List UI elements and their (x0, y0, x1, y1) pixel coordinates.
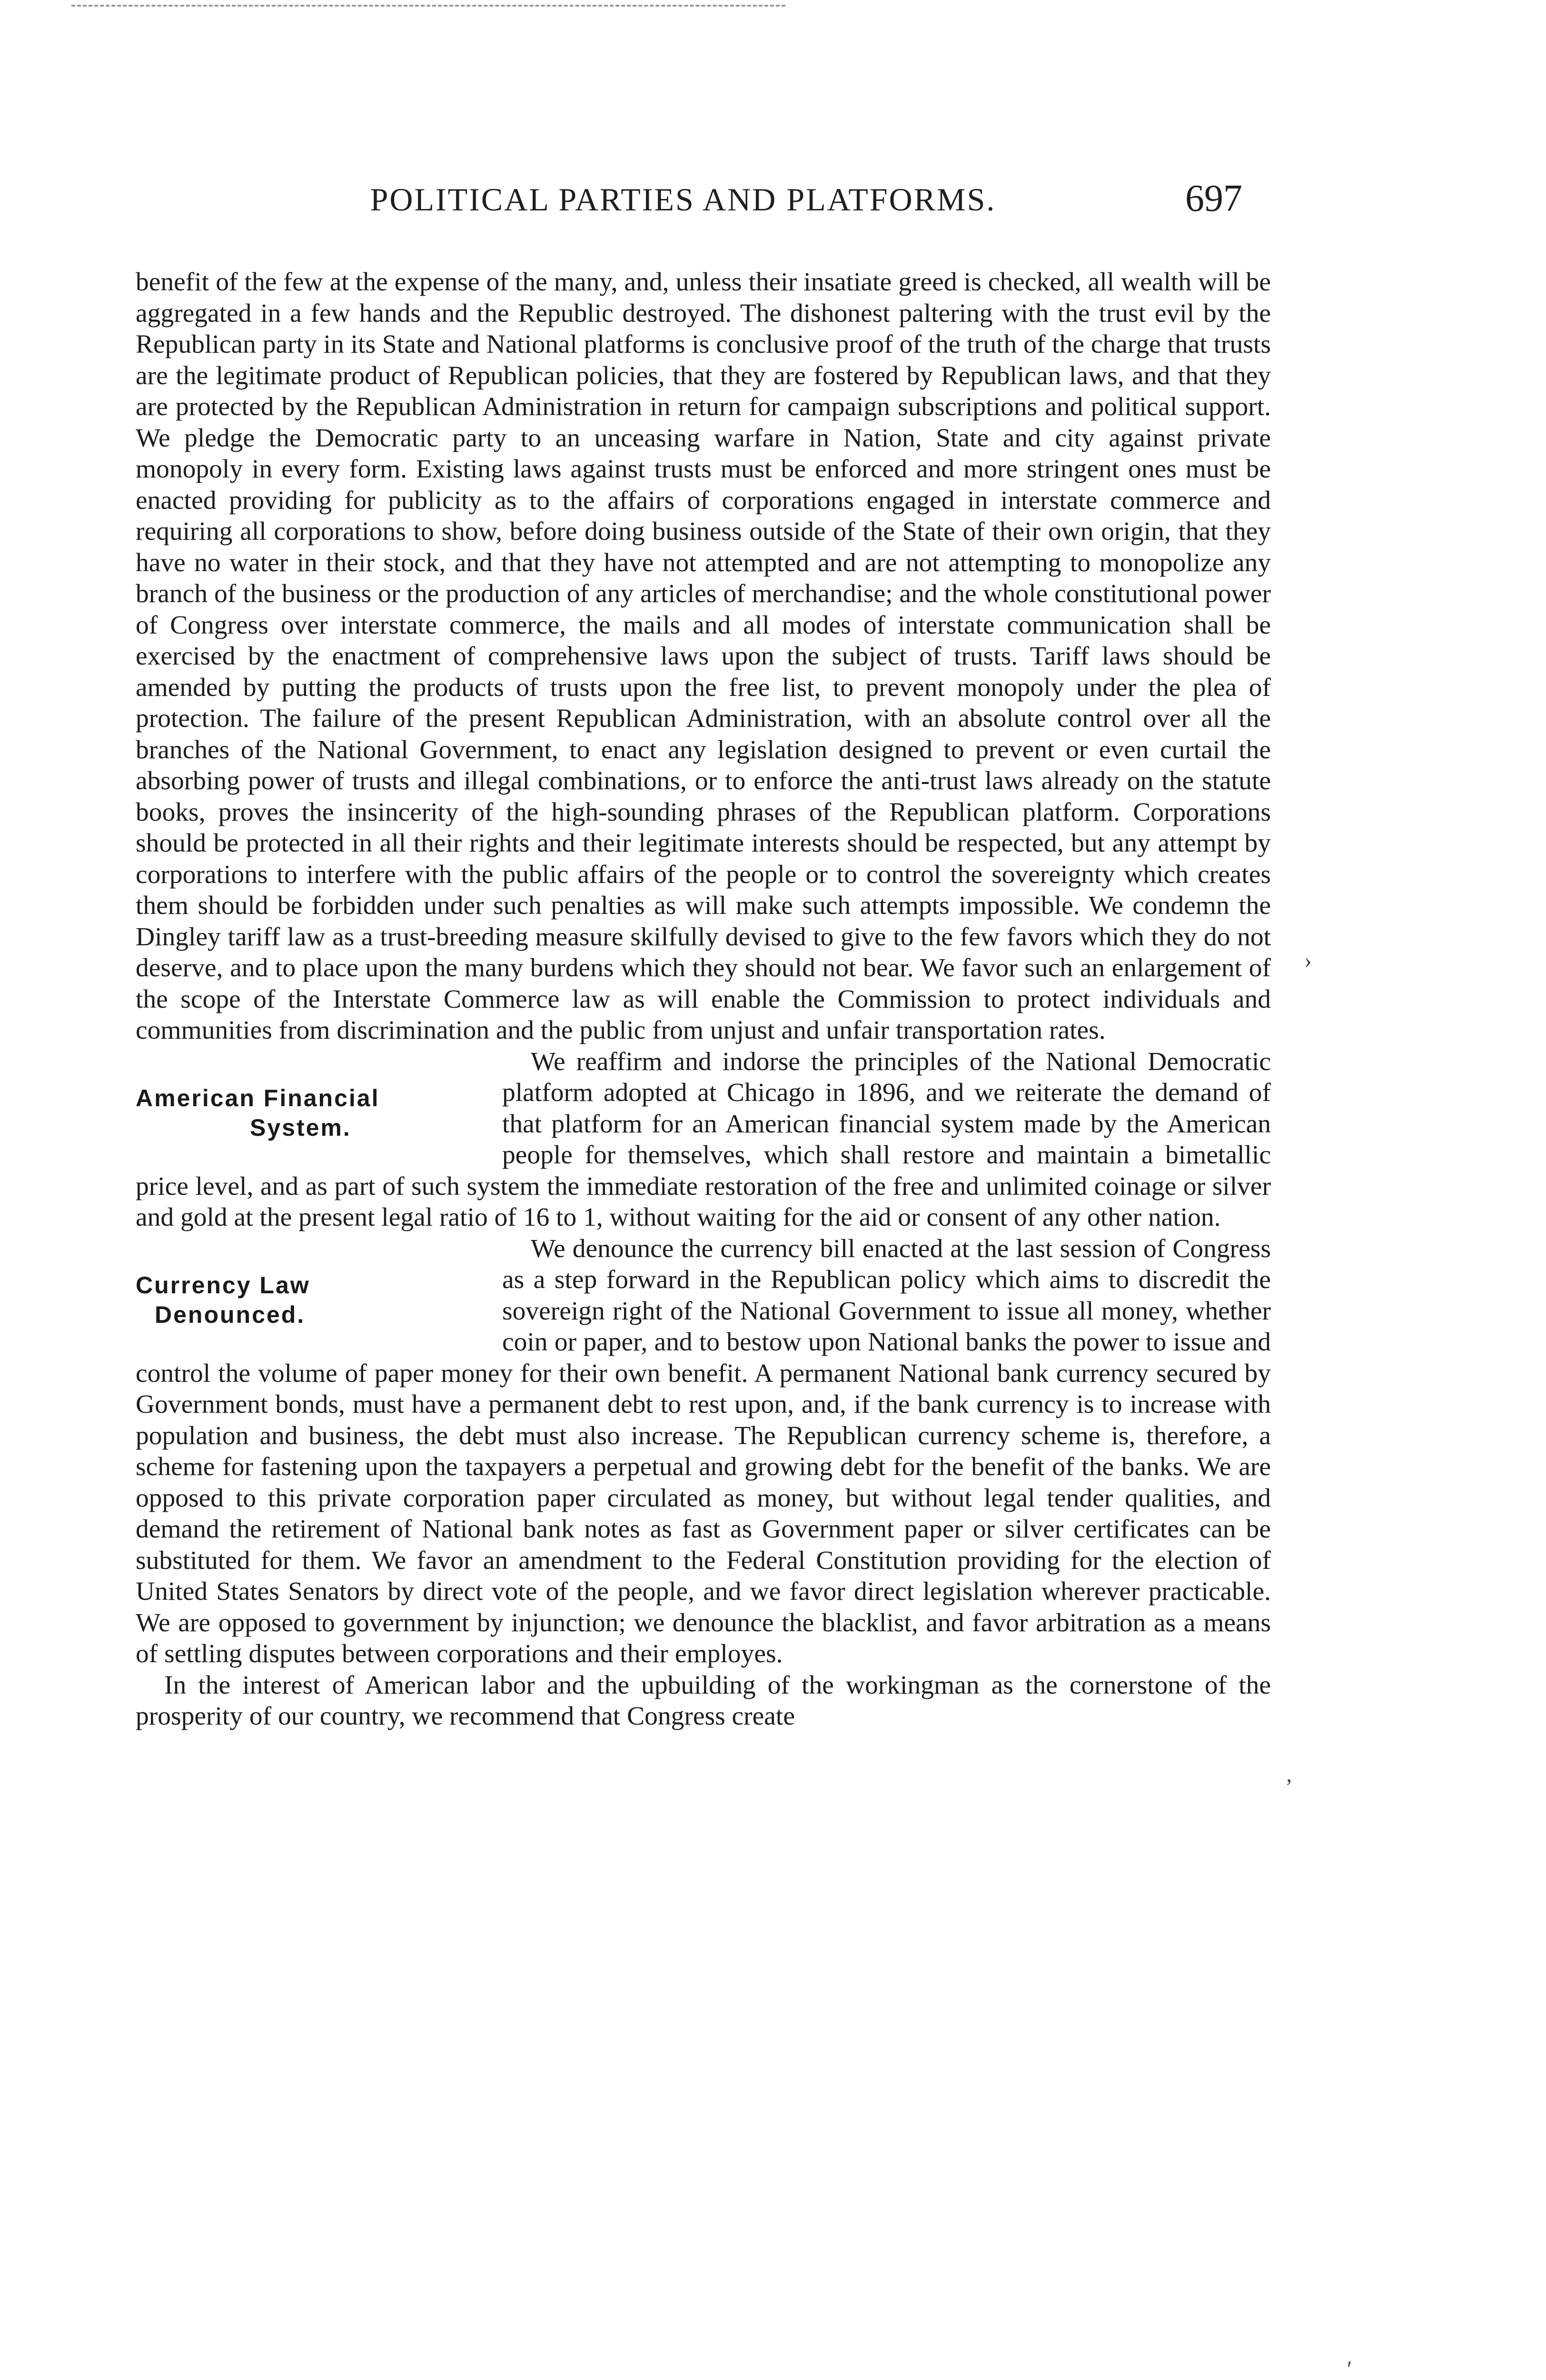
scan-speck: ‚ (1285, 1762, 1293, 1787)
sidenote-line: System. (250, 1114, 351, 1141)
running-title: POLITICAL PARTIES AND PLATFORMS. (370, 181, 996, 218)
sidenote-currency-law-denounced (136, 1270, 488, 1329)
scan-speck: ′ (1347, 2357, 1352, 2380)
scan-speck: › (1304, 948, 1312, 973)
sidenote-american-financial-system (136, 1083, 488, 1142)
paragraph-trusts: benefit of the few at the expense of the many, and, unless their insatiate greed is checked, all wealth will be aggregated in a few hands and the Republic destroyed. The dishonest paltering with the trust evil by the Republican party in its State and National platforms is conclusive proof of the truth of the charge that trusts are the legitimate product of Republican policies, that they are fostered by Republican laws, and that they are protected by the Republican Administration in return for campaign subscriptions and political support. We pledge the Democratic party to an unceasing warfare in Nation, State and city against private monopoly in every form. Existing laws against trusts must be enforced and more stringent ones must be enacted providing for publicity as to the affairs of corporations engaged in interstate commerce and requiring all corporations to show, before doing business outside of the State of their own origin, that they have no water in their stock, and that they have not attempted and are not attempting to monopolize any branch of the business or the production of any articles of merchandise; and the whole constitutional power of Congress over interstate commerce, the mails and all modes of interstate communication shall be exercised by the enactment of comprehensive laws upon the subject of trusts. Tariff laws should be amended by putting the products of trusts upon the free list, to prevent monopoly under the plea of protection. The failure of the present Republican Administration, with an absolute control over all the branches of the National Government, to enact any legislation designed to prevent or even curtail the absorbing power of trusts and illegal combinations, or to enforce the anti-trust laws already on the statute books, proves the insincerity of the high-sounding phrases of the Republican platform. Corporations should be protected in all their rights and their legitimate interests should be respected, but any attempt by corporations to interfere with the public affairs of the people or to control the sovereignty which creates them should be forbidden under such penalties as will make such attempts impossible. We condemn the Dingley tariff law as a trust-breeding measure skilfully devised to give to the few favors which they do not deserve, and to place upon the many burdens which they should not bear. We favor such an enlargement of the scope of the Interstate Commerce law as will enable the Commission to protect individuals and communities from discrimination and the public from unjust and unfair transportation rates. (136, 268, 1271, 1045)
page-number: 697 (1185, 178, 1242, 219)
body-text (136, 267, 1271, 1732)
paragraph-american-labor: In the interest of American labor and the upbuilding of the workingman as the cornerstone of the prosperity of our country, we recommend that Congress create (136, 1670, 1271, 1731)
paragraph-currency-bill: We denounce the currency bill enacted at the last session of Congress as a step forward in the Republican policy which aims to discredit the sovereign right of the National Government to issue all money, whether coin or paper, and to bestow upon National banks the power to issue and control the volume of paper money for their own benefit. A permanent National bank currency secured by Government bonds, must have a permanent debt to rest upon, and, if the bank currency is to increase with population and business, the debt must also increase. The Republican currency scheme is, therefore, a scheme for fastening upon the taxpayers a perpetual and growing debt for the benefit of the banks. We are opposed to this private corporation paper circulated as money, but without legal tender qualities, and demand the retirement of National bank notes as fast as Government paper or silver certificates can be substituted for them. We favor an amendment to the Federal Constitution providing for the election of United States Senators by direct vote of the people, and we favor direct legislation wherever practicable. We are opposed to government by injunction; we denounce the blacklist, and favor arbitration as a means of settling disputes between corporations and their employes. (136, 1234, 1271, 1668)
sidenote-line: Denounced. (155, 1301, 306, 1328)
sidenote-line: Currency Law (136, 1271, 310, 1299)
sidenote-line: American Financial (136, 1084, 380, 1111)
top-scan-rule (71, 5, 785, 7)
paragraph-financial-system: We reaffirm and indorse the principles of the National Democratic platform adopted at Chicago in 1896, and we reiterate the demand of that platform for an American financial system made by the American people for themselves, which shall restore and maintain a bimetallic price level, and as part of such system the immediate restoration of the free and unlimited coinage or silver and gold at the present legal ratio of 16 to 1, without waiting for the aid or consent of any other nation. (136, 1047, 1271, 1232)
